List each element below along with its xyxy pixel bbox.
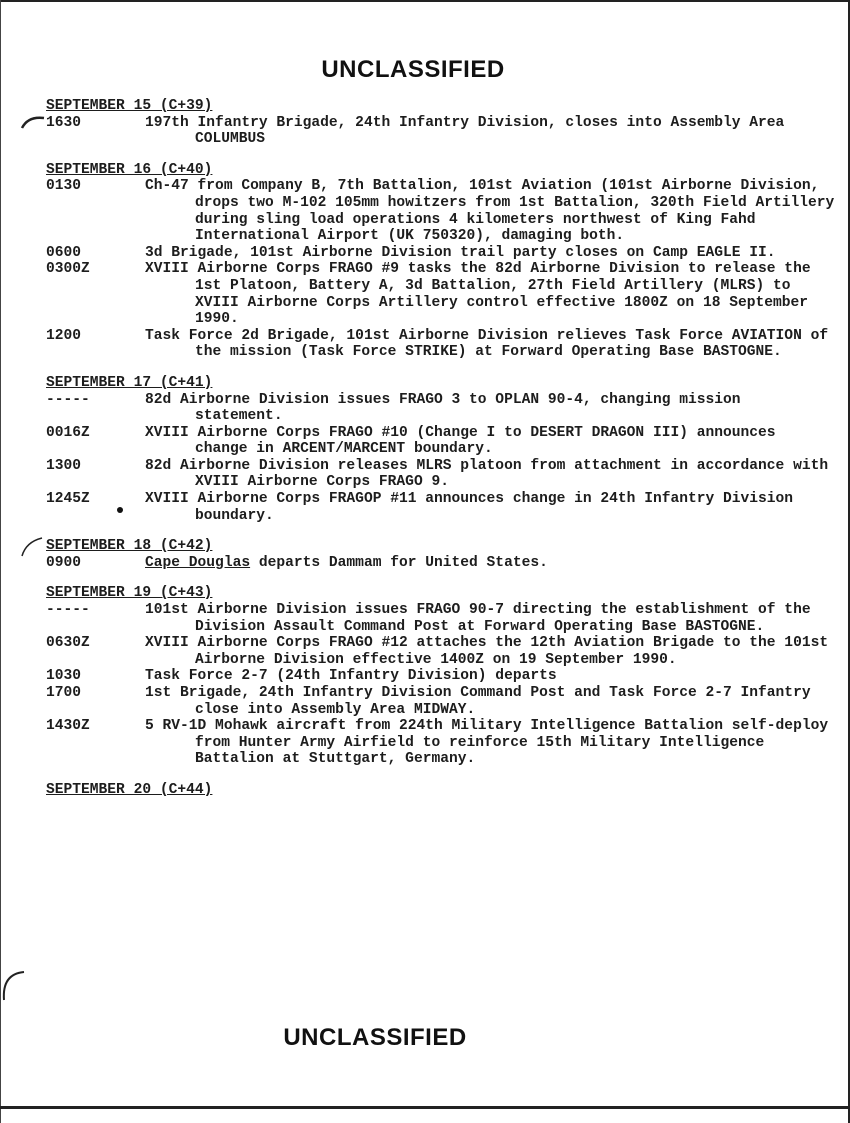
- log-entry: [46, 425, 836, 458]
- date-heading: SEPTEMBER 17 (C+41): [46, 374, 213, 391]
- entry-time: 1245Z: [46, 491, 90, 508]
- log-entry: [46, 635, 836, 668]
- entry-text: XVIII Airborne Corps FRAGO #12 attaches the 12th Aviation Brigade to the 101st Airborne Division effective 1400Z on 19 September 1990.: [145, 635, 829, 668]
- classification-header: UNCLASSIFIED: [321, 56, 505, 83]
- chronology-log: [46, 98, 836, 813]
- bottom-border: [0, 1106, 850, 1109]
- log-entry: [46, 491, 836, 524]
- day-section: [46, 782, 836, 799]
- entry-text: XVIII Airborne Corps FRAGO #9 tasks the 82d Airborne Division to release the 1st Platoon, Battery A, 3d Battalion, 27th Field Artillery (MLRS) to XVIII Airborne Corps Artillery control effective 1800Z on 18 September 1990.: [145, 261, 811, 328]
- entry-text: XVIII Airborne Corps FRAGOP #11 announces change in 24th Infantry Division boundary.: [145, 491, 794, 524]
- entry-time: 1200: [46, 327, 82, 344]
- entry-time: 1300: [46, 457, 82, 474]
- scan-arc-mark: [18, 108, 48, 138]
- entry-time: 0016Z: [46, 424, 90, 441]
- log-entry: [46, 685, 836, 718]
- entry-time: 0630Z: [46, 635, 90, 652]
- entry-text: Ch-47 from Company B, 7th Battalion, 101st Aviation (101st Airborne Division, drops two M-102 105mm howitzers from 1st Battalion, 320th Field Artillery during sling load operations 4 kilometers northwest of King Fahd International Airport (UK 750320), damaging both.: [145, 178, 835, 245]
- entry-time: 0300Z: [46, 261, 90, 278]
- log-entry: [46, 602, 836, 635]
- log-entry: [46, 458, 836, 491]
- entry-text: XVIII Airborne Corps FRAGO #10 (Change I to DESERT DRAGON III) announces change in ARCENT/MARCENT boundary.: [145, 424, 776, 458]
- entry-text: 101st Airborne Division issues FRAGO 90-7 directing the establishment of the Division Assault Command Post at Forward Operating Base BASTOGNE.: [145, 602, 811, 635]
- entry-time: 0600: [46, 244, 82, 261]
- entry-text: Task Force 2-7 (24th Infantry Division) departs: [145, 668, 557, 685]
- entry-time: 1030: [46, 668, 82, 685]
- entry-text: 82d Airborne Division issues FRAGO 3 to OPLAN 90-4, changing mission statement.: [145, 391, 741, 425]
- entry-text: 3d Brigade, 101st Airborne Division trail party closes on Camp EAGLE II.: [145, 244, 776, 261]
- entry-time: -----: [46, 391, 90, 408]
- log-entry: [46, 178, 836, 244]
- date-heading: SEPTEMBER 16 (C+40): [46, 161, 213, 178]
- entry-text: [145, 555, 836, 572]
- date-heading: SEPTEMBER 15 (C+39): [46, 98, 213, 114]
- entry-text: 5 RV-1D Mohawk aircraft from 224th Military Intelligence Battalion self-deploy from Hunter Army Airfield to reinforce 15th Military Intelligence Battalion at Stuttgart, Germany.: [145, 718, 829, 768]
- day-section: [46, 98, 836, 148]
- day-section: [46, 538, 836, 571]
- log-entry: [46, 718, 836, 768]
- date-heading: SEPTEMBER 19 (C+43): [46, 585, 213, 602]
- entry-text: 82d Airborne Division releases MLRS platoon from attachment in accordance with XVIII Airborne Corps FRAGO 9.: [145, 457, 829, 491]
- entry-text: 1st Brigade, 24th Infantry Division Command Post and Task Force 2-7 Infantry close into Assembly Area MIDWAY.: [145, 685, 811, 718]
- entry-text: 197th Infantry Brigade, 24th Infantry Division, closes into Assembly Area COLUMBUS: [145, 114, 785, 148]
- date-heading: SEPTEMBER 20 (C+44): [46, 781, 213, 798]
- day-section: [46, 162, 836, 361]
- scan-arc-mark: [18, 532, 48, 562]
- entry-text: Task Force 2d Brigade, 101st Airborne Division relieves Task Force AVIATION of the mission (Task Force STRIKE) at Forward Operating Base BASTOGNE.: [145, 327, 829, 361]
- entry-time: 1430Z: [46, 718, 90, 735]
- entry-text-rest: departs Dammam for United States.: [250, 554, 548, 571]
- log-entry: [46, 115, 836, 148]
- date-heading: SEPTEMBER 18 (C+42): [46, 538, 213, 555]
- log-entry: [46, 392, 836, 425]
- entry-time: -----: [46, 602, 90, 619]
- entry-time: 0900: [46, 554, 82, 571]
- entry-time: 0130: [46, 178, 82, 195]
- log-entry: [46, 328, 836, 361]
- ship-name: Cape Douglas: [145, 554, 251, 571]
- hole-punch-mark: [0, 966, 30, 1006]
- day-section: [46, 585, 836, 768]
- log-entry: [46, 555, 836, 572]
- log-entry: [46, 261, 836, 327]
- left-border: [0, 0, 1, 1123]
- entry-time: 1630: [46, 114, 82, 131]
- top-border: [0, 0, 850, 2]
- entry-time: 1700: [46, 685, 82, 701]
- classification-footer: UNCLASSIFIED: [283, 1024, 467, 1051]
- day-section: [46, 375, 836, 524]
- log-entry: [46, 245, 836, 262]
- log-entry: [46, 668, 836, 685]
